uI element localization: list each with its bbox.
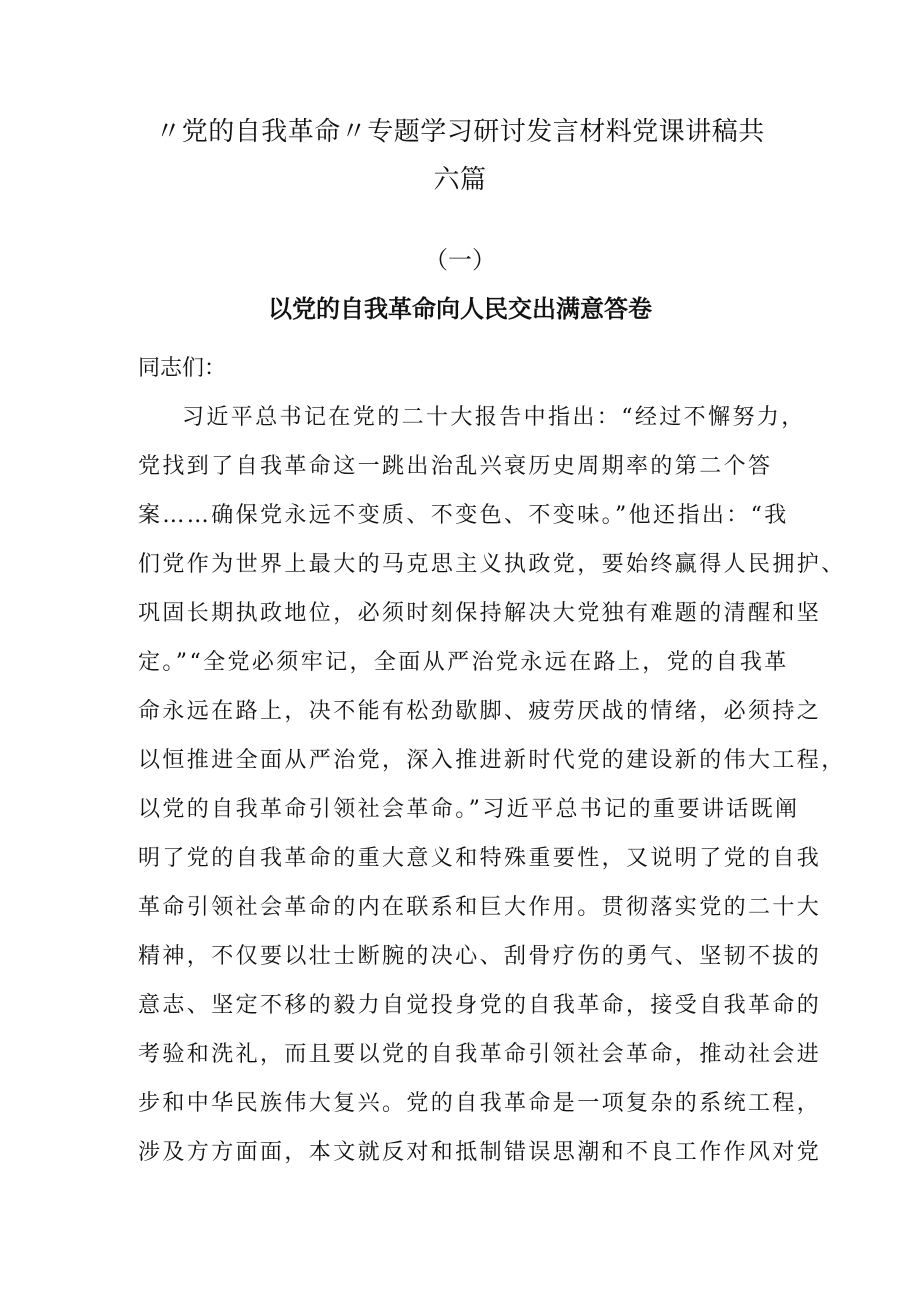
body-line: 考验和洗礼，而且要以党的自我革命引领社会革命，推动社会进 [138,1042,822,1067]
body-line: 步和中华民族伟大复兴。党的自我革命是一项复杂的系统工程， [138,1091,822,1116]
body-line: 党找到了自我革命这一跳出治乱兴衰历史周期率的第二个答 [138,454,773,479]
body-line: 革命引领社会革命的内在联系和巨大作用。贯彻落实党的二十大 [138,895,822,920]
document-title-line-2: 六篇 [433,165,487,195]
body-line: 以恒推进全面从严治党，深入推进新时代党的建设新的伟大工程， [138,748,846,773]
salutation: 同志们： [138,356,227,381]
body-line: 定。”“全党必须牢记，全面从严治党永远在路上，党的自我革 [138,650,789,675]
body-line: 习近平总书记在党的二十大报告中指出：“经过不懈努力， [182,405,806,430]
body-line: 涉及方方面面，本文就反对和抵制错误思潮和不良工作作风对党 [138,1140,822,1165]
body-line: 巩固长期执政地位，必须时刻保持解决大党独有难题的清醒和坚 [138,601,822,626]
document-title-line-1: 〃党的自我革命〃专题学习研讨发言材料党课讲稿共 [155,117,765,147]
section-title: 以党的自我革命向人民交出满意答卷 [268,295,652,323]
body-line: 命永远在路上，决不能有松劲歇脚、疲劳厌战的情绪，必须持之 [138,699,822,724]
body-line: 明了党的自我革命的重大意义和特殊重要性，又说明了党的自我 [138,846,822,871]
section-number: （一） [424,246,496,274]
body-line: 以党的自我革命引领社会革命。”习近平总书记的重要讲话既阐 [138,797,800,822]
body-line: 们党作为世界上最大的马克思主义执政党，要始终赢得人民拥护、 [138,552,846,577]
body-line: 精神，不仅要以壮士断腕的决心、刮骨疗伤的勇气、坚韧不拔的 [138,944,822,969]
body-line: 案……确保党永远不变质、不变色、不变味。”他还指出：“我 [138,503,789,528]
body-line: 意志、坚定不移的毅力自觉投身党的自我革命，接受自我革命的 [138,993,822,1018]
